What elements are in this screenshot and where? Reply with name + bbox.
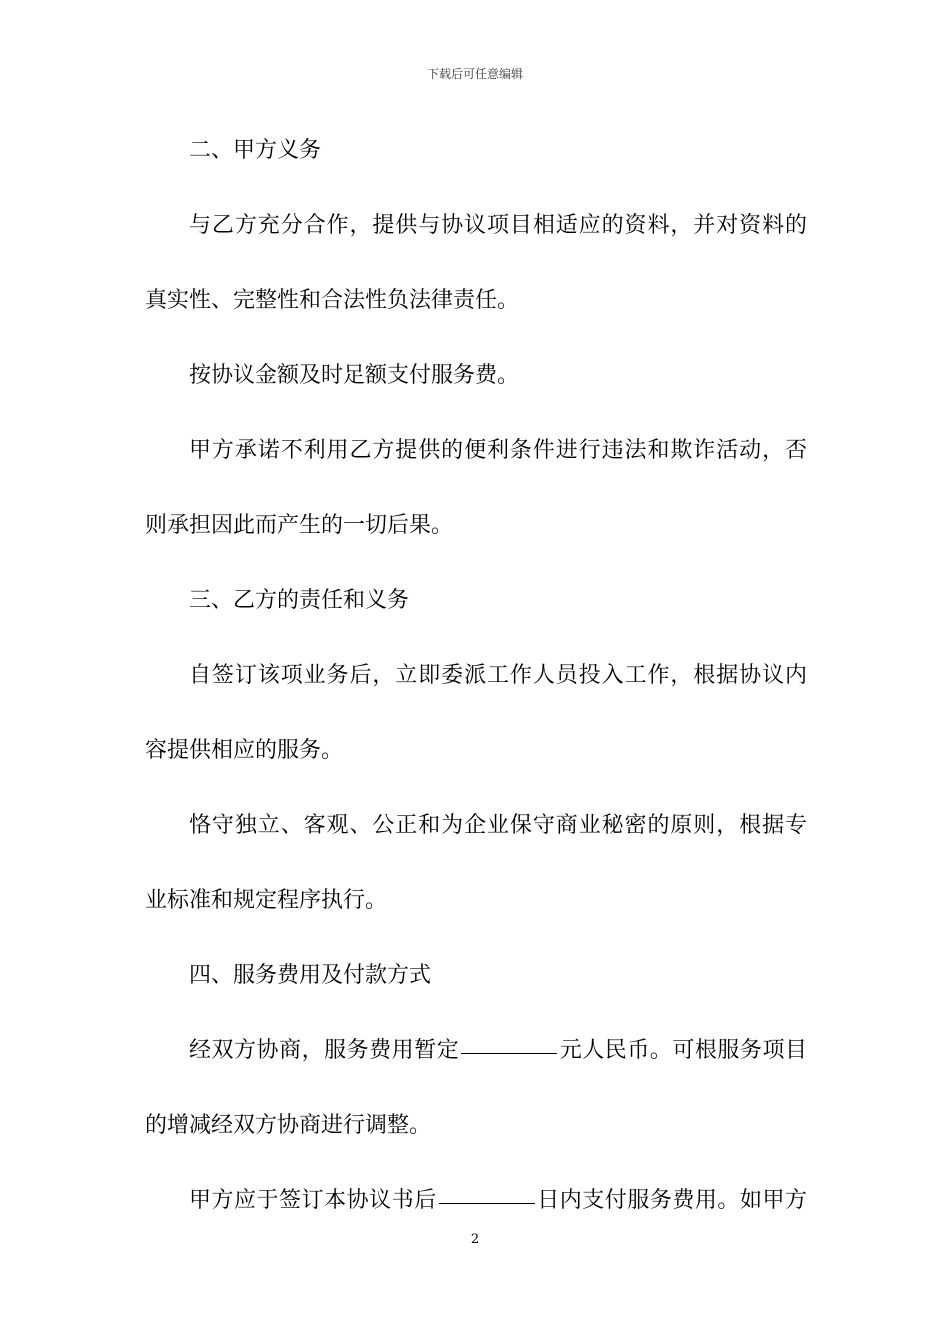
paragraph-line: 则承担因此而产生的一切后果。: [145, 513, 454, 538]
days-text-after: 日内支付服务费用。如甲方: [536, 1188, 807, 1213]
page-number: 2: [470, 1232, 480, 1247]
paragraph-line: 真实性、完整性和合法性负法律责任。: [145, 288, 520, 313]
section-heading-fees-payment: 四、服务费用及付款方式: [189, 963, 432, 988]
paragraph-line: 业标准和规定程序执行。: [145, 888, 388, 913]
paragraph-line: 甲方承诺不利用乙方提供的便利条件进行违法和欺诈活动，否: [189, 438, 807, 463]
paragraph-line: 自签订该项业务后，立即委派工作人员投入工作，根据协议内: [189, 663, 807, 688]
paragraph-line: 恪守独立、客观、公正和为企业保守商业秘密的原则，根据专: [189, 813, 807, 838]
section-heading-party-b-duties: 三、乙方的责任和义务: [189, 588, 410, 613]
document-body: [145, 128, 807, 1253]
section-heading-party-a-obligations: 二、甲方义务: [189, 138, 322, 163]
fee-text-after: 元人民币。可根服务项目: [559, 1038, 807, 1063]
days-text-before: 甲方应于签订本协议书后: [189, 1188, 437, 1213]
paragraph-line: 按协议金额及时足额支付服务费。: [189, 363, 520, 388]
paragraph-line: 容提供相应的服务。: [145, 738, 344, 763]
fee-text-before: 经双方协商，服务费用暂定: [189, 1038, 460, 1063]
paragraph-line: 与乙方充分合作，提供与协议项目相适应的资料，并对资料的: [189, 213, 807, 238]
page-header: 下载后可任意编辑: [426, 67, 523, 81]
payment-days-blank[interactable]: [439, 1203, 535, 1204]
fee-amount-blank[interactable]: [461, 1053, 557, 1054]
paragraph-line: 的增减经双方协商进行调整。: [145, 1113, 432, 1138]
paragraph-line-fee: [145, 1028, 807, 1103]
